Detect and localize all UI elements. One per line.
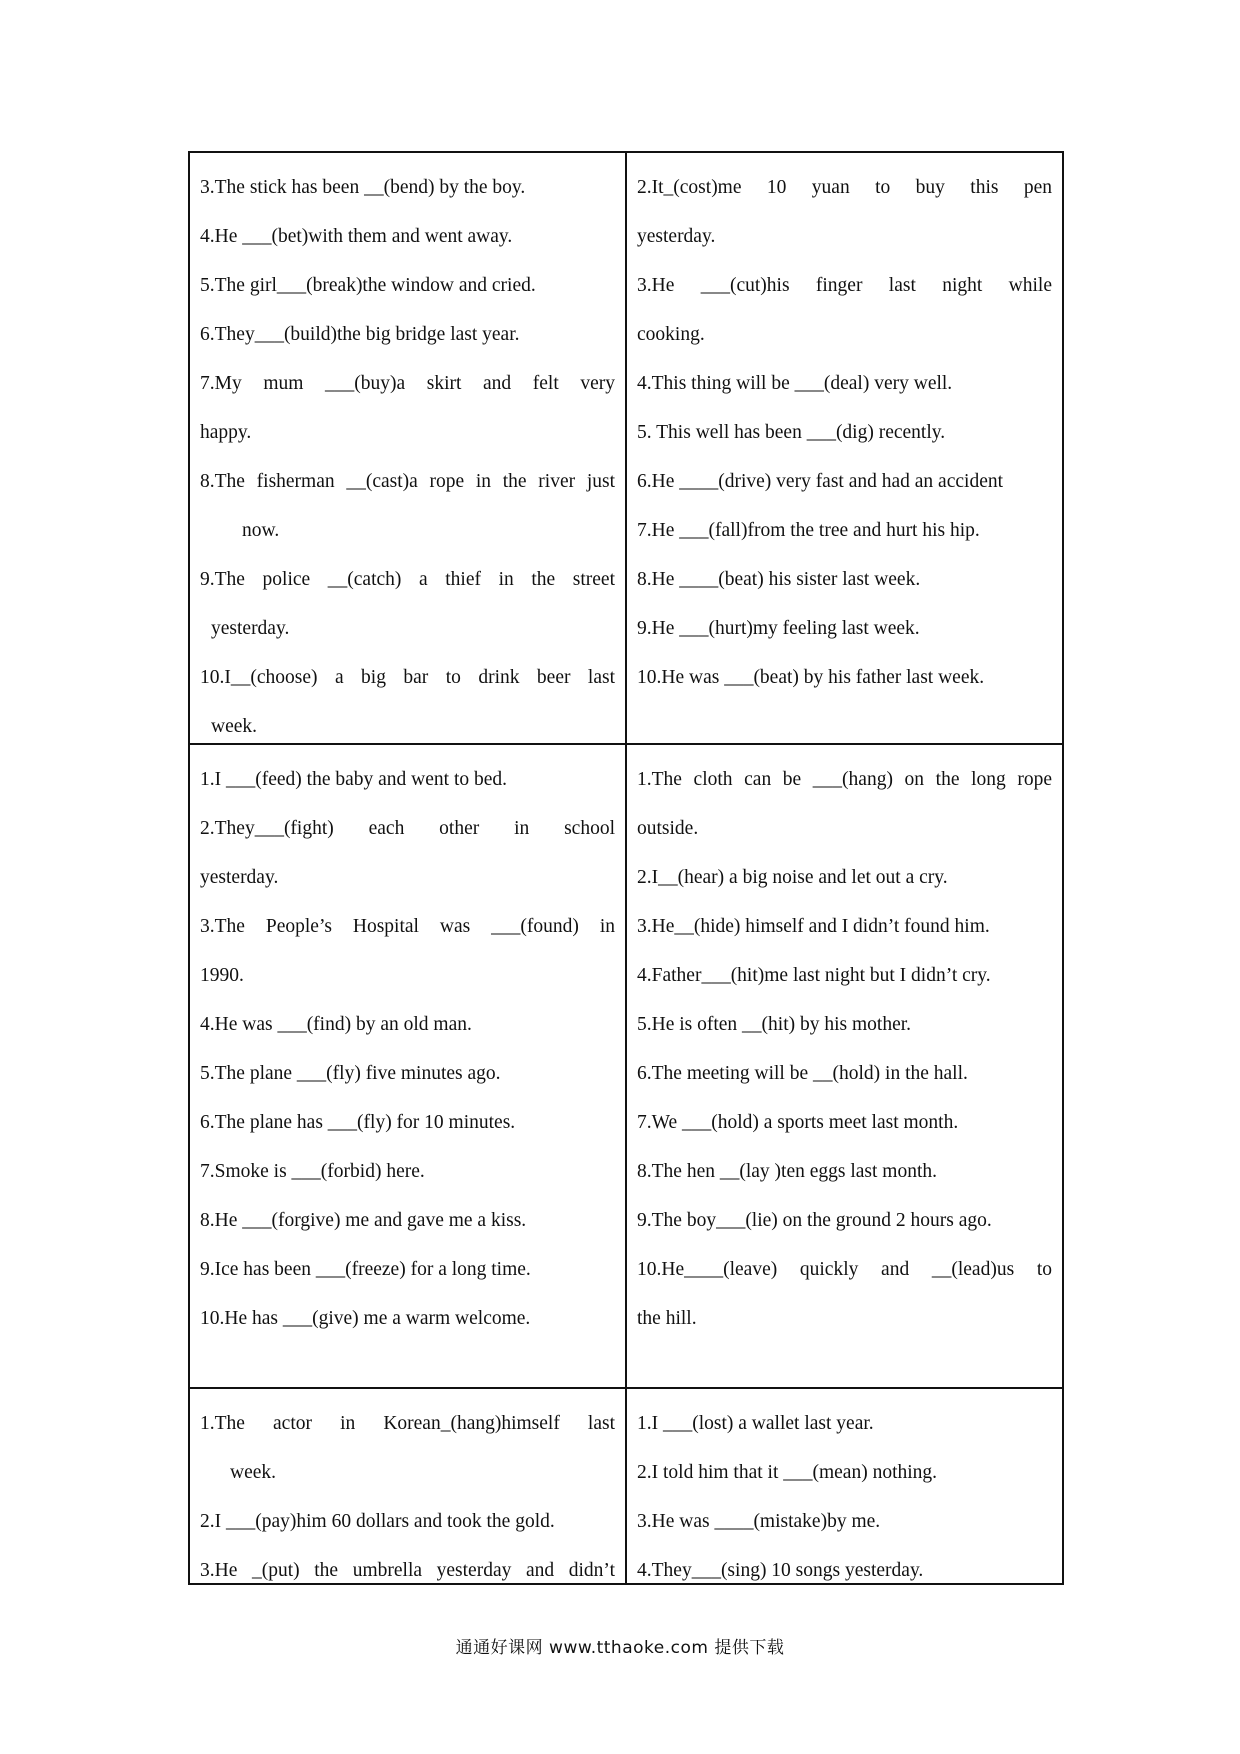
exercise-line: 2.It_(cost)me 10 yuan to buy this pen bbox=[637, 177, 1052, 198]
exercise-line: 3.The stick has been __(bend) by the boy. bbox=[200, 177, 526, 198]
exercise-line: 10.I__(choose) a big bar to drink beer last bbox=[200, 667, 615, 688]
exercise-line: 1.I ___(lost) a wallet last year. bbox=[637, 1413, 874, 1434]
exercise-line: 7.He ___(fall)from the tree and hurt his hip. bbox=[637, 520, 980, 541]
table-row bbox=[189, 152, 1063, 744]
exercise-line: outside. bbox=[637, 818, 699, 839]
table-row bbox=[189, 1388, 1063, 1584]
exercise-line: 9.The police __(catch) a thief in the street bbox=[200, 569, 615, 590]
exercise-line: 9.Ice has been ___(freeze) for a long time. bbox=[200, 1259, 531, 1280]
exercise-line: 3.He was ____(mistake)by me. bbox=[637, 1511, 881, 1532]
table-row bbox=[189, 744, 1063, 1388]
exercise-line: 6.He ____(drive) very fast and had an accident bbox=[637, 471, 1004, 492]
exercise-line: 3.He ___(cut)his finger last night while bbox=[637, 275, 1052, 296]
exercise-line: 10.He has ___(give) me a warm welcome. bbox=[200, 1308, 531, 1329]
exercise-line: happy. bbox=[200, 422, 252, 443]
exercise-line: 2.They___(fight) each other in school bbox=[200, 818, 615, 839]
exercise-line: cooking. bbox=[637, 324, 705, 345]
exercise-line: 8.He ___(forgive) me and gave me a kiss. bbox=[200, 1210, 527, 1231]
exercise-line: 6.The plane has ___(fly) for 10 minutes. bbox=[200, 1112, 516, 1133]
table-cell-r2-right bbox=[626, 744, 1063, 1388]
exercise-line: 3.The People’s Hospital was ___(found) in bbox=[200, 916, 615, 937]
exercise-line: 1.The cloth can be ___(hang) on the long rope bbox=[637, 769, 1052, 790]
table-cell-r2-left bbox=[189, 744, 626, 1388]
exercise-line: now. bbox=[242, 520, 280, 541]
exercise-line: 1.I ___(feed) the baby and went to bed. bbox=[200, 769, 508, 790]
exercise-line: 2.I told him that it ___(mean) nothing. bbox=[637, 1462, 938, 1483]
exercise-line: 6.The meeting will be __(hold) in the hall. bbox=[637, 1063, 968, 1084]
page-footer: 通通好课网 www.tthaoke.com 提供下载 bbox=[455, 1638, 785, 1658]
exercise-line: 9.The boy___(lie) on the ground 2 hours ago. bbox=[637, 1210, 992, 1231]
exercise-line: 10.He was ___(beat) by his father last week. bbox=[637, 667, 985, 688]
table-cell-r1-right bbox=[626, 152, 1063, 744]
exercise-line: week. bbox=[211, 716, 258, 737]
exercise-line: week. bbox=[230, 1462, 277, 1483]
exercise-line: 4.Father___(hit)me last night but I didn’t cry. bbox=[637, 965, 991, 986]
exercise-line: 5.He is often __(hit) by his mother. bbox=[637, 1014, 912, 1035]
exercise-line: 7.My mum ___(buy)a skirt and felt very bbox=[200, 373, 615, 394]
exercise-line: 7.We ___(hold) a sports meet last month. bbox=[637, 1112, 959, 1133]
exercise-line: 9.He ___(hurt)my feeling last week. bbox=[637, 618, 920, 639]
exercise-line: 1.The actor in Korean_(hang)himself last bbox=[200, 1413, 615, 1434]
exercise-table bbox=[188, 151, 1064, 1585]
exercise-line: 2.I__(hear) a big noise and let out a cry. bbox=[637, 867, 948, 888]
exercise-line: yesterday. bbox=[637, 226, 716, 247]
table-cell-r3-left bbox=[189, 1388, 626, 1584]
exercise-line: the hill. bbox=[637, 1308, 697, 1329]
exercise-line: 4.They___(sing) 10 songs yesterday. bbox=[637, 1560, 924, 1581]
exercise-line: 10.He____(leave) quickly and __(lead)us to bbox=[637, 1259, 1052, 1280]
exercise-line: 4.He was ___(find) by an old man. bbox=[200, 1014, 472, 1035]
exercise-line: 3.He__(hide) himself and I didn’t found him. bbox=[637, 916, 990, 937]
exercise-line: 8.He ____(beat) his sister last week. bbox=[637, 569, 921, 590]
exercise-line: 5. This well has been ___(dig) recently. bbox=[637, 422, 946, 443]
exercise-line: yesterday. bbox=[200, 867, 279, 888]
table-cell-r1-left bbox=[189, 152, 626, 744]
exercise-line: 8.The fisherman __(cast)a rope in the river just bbox=[200, 471, 615, 492]
exercise-line: yesterday. bbox=[211, 618, 290, 639]
table-cell-r3-right bbox=[626, 1388, 1063, 1584]
exercise-line: 6.They___(build)the big bridge last year. bbox=[200, 324, 520, 345]
exercise-line: 4.This thing will be ___(deal) very well. bbox=[637, 373, 953, 394]
exercise-line: 7.Smoke is ___(forbid) here. bbox=[200, 1161, 425, 1182]
exercise-line: 5.The girl___(break)the window and cried. bbox=[200, 275, 536, 296]
exercise-line: 8.The hen __(lay )ten eggs last month. bbox=[637, 1161, 938, 1182]
exercise-line: 1990. bbox=[200, 965, 244, 986]
exercise-line: 2.I ___(pay)him 60 dollars and took the gold. bbox=[200, 1511, 555, 1532]
exercise-line: 5.The plane ___(fly) five minutes ago. bbox=[200, 1063, 501, 1084]
exercise-line: 3.He _(put) the umbrella yesterday and didn’t bbox=[200, 1560, 615, 1581]
exercise-line: 4.He ___(bet)with them and went away. bbox=[200, 226, 513, 247]
